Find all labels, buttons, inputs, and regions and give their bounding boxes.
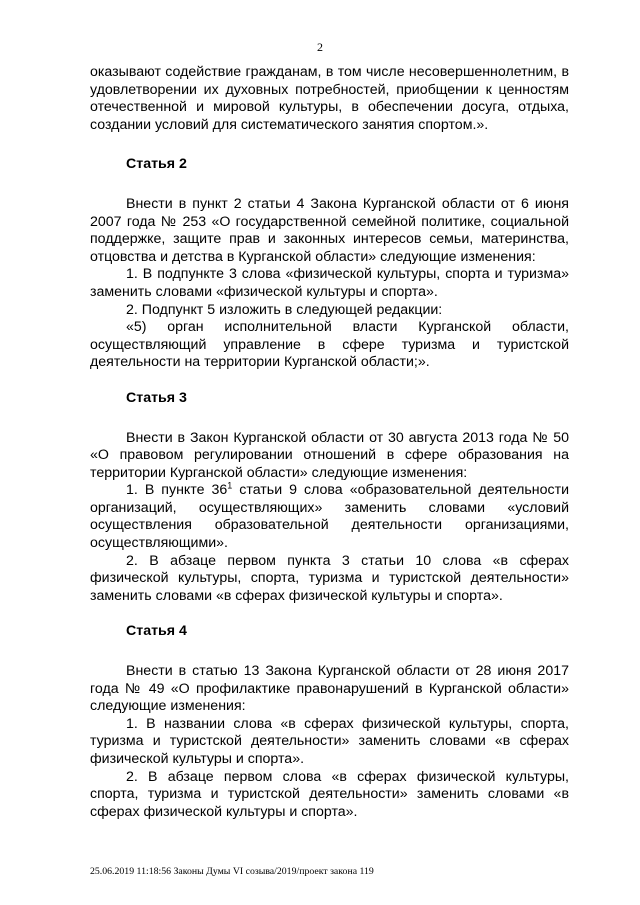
page-number: 2 [317, 40, 323, 54]
article-2-intro: Внести в пункт 2 статьи 4 Закона Курганской области от 6 июня 2007 года № 253 «О государственной семейной политике, социальной поддержке, защите прав и законных интересов семьи, материнства, отцовства и детства в Курганской области» следующие изменения: [90, 195, 569, 265]
article-3-heading: Статья 3 [126, 389, 187, 406]
article-3-item-2: 2. В абзаце первом пункта 3 статьи 10 слова «в сферах физической культуры, спорта, туризма и туристской деятельности» заменить словами «в сферах физической культуры и спорта». [90, 552, 569, 604]
article-4-item-1: 1. В названии слова «в сферах физической культуры, спорта, туризма и туристской деятельности» заменить словами «в сферах физической культуры и спорта». [90, 715, 569, 767]
article-3-item-1-end: статьи 9 слова «образовательной деятельности организаций, осуществляющих» заменить словами «условий осуществления образовательной деятельности организациями, осуществляющими». [90, 482, 570, 552]
footer-stamp: 25.06.2019 11:18:56 Законы Думы VI созыва/2019/проект закона 119 [90, 866, 374, 877]
paragraph-continuation: оказывают содействие гражданам, в том числе несовершеннолетним, в удовлетворении их духовных потребностей, приобщении к ценностям отечественной и мировой культуры, в обеспечении досуга, отдыха, создании условий для систематического занятия спортом.». [90, 64, 569, 133]
article-3-intro: Внести в Закон Курганской области от 30 августа 2013 года № 50 «О правовом регулировании отношений в сфере образования на территории Курганской области» следующие изменения: [90, 429, 569, 481]
article-3-item-1-start: 1. В пункте 36 [126, 482, 228, 499]
article-2-item-1: 1. В подпункте 3 слова «физической культуры, спорта и туризма» заменить словами «физической культуры и спорта». [90, 266, 569, 300]
article-4-item-2: 2. В абзаце первом слова «в сферах физической культуры, спорта, туризма и туристской деятельности» заменить словами «в сферах физической культуры и спорта». [90, 768, 569, 820]
article-4-heading: Статья 4 [126, 623, 187, 640]
article-4-intro: Внести в статью 13 Закона Курганской области от 28 июня 2017 года № 49 «О профилактике правонарушений в Курганской области» следующие изменения: [90, 663, 569, 715]
superscript: 1 [227, 480, 233, 491]
document-body [90, 64, 569, 821]
article-3-item-1 [90, 482, 569, 552]
article-2-heading: Статья 2 [126, 156, 187, 173]
article-2-item-2-text: «5) орган исполнительной власти Курганской области, осуществляющий управление в сфере туризма и туристской деятельности на территории Курганской области;». [90, 319, 569, 371]
article-2-item-2: 2. Подпункт 5 изложить в следующей редакции: [126, 301, 443, 318]
